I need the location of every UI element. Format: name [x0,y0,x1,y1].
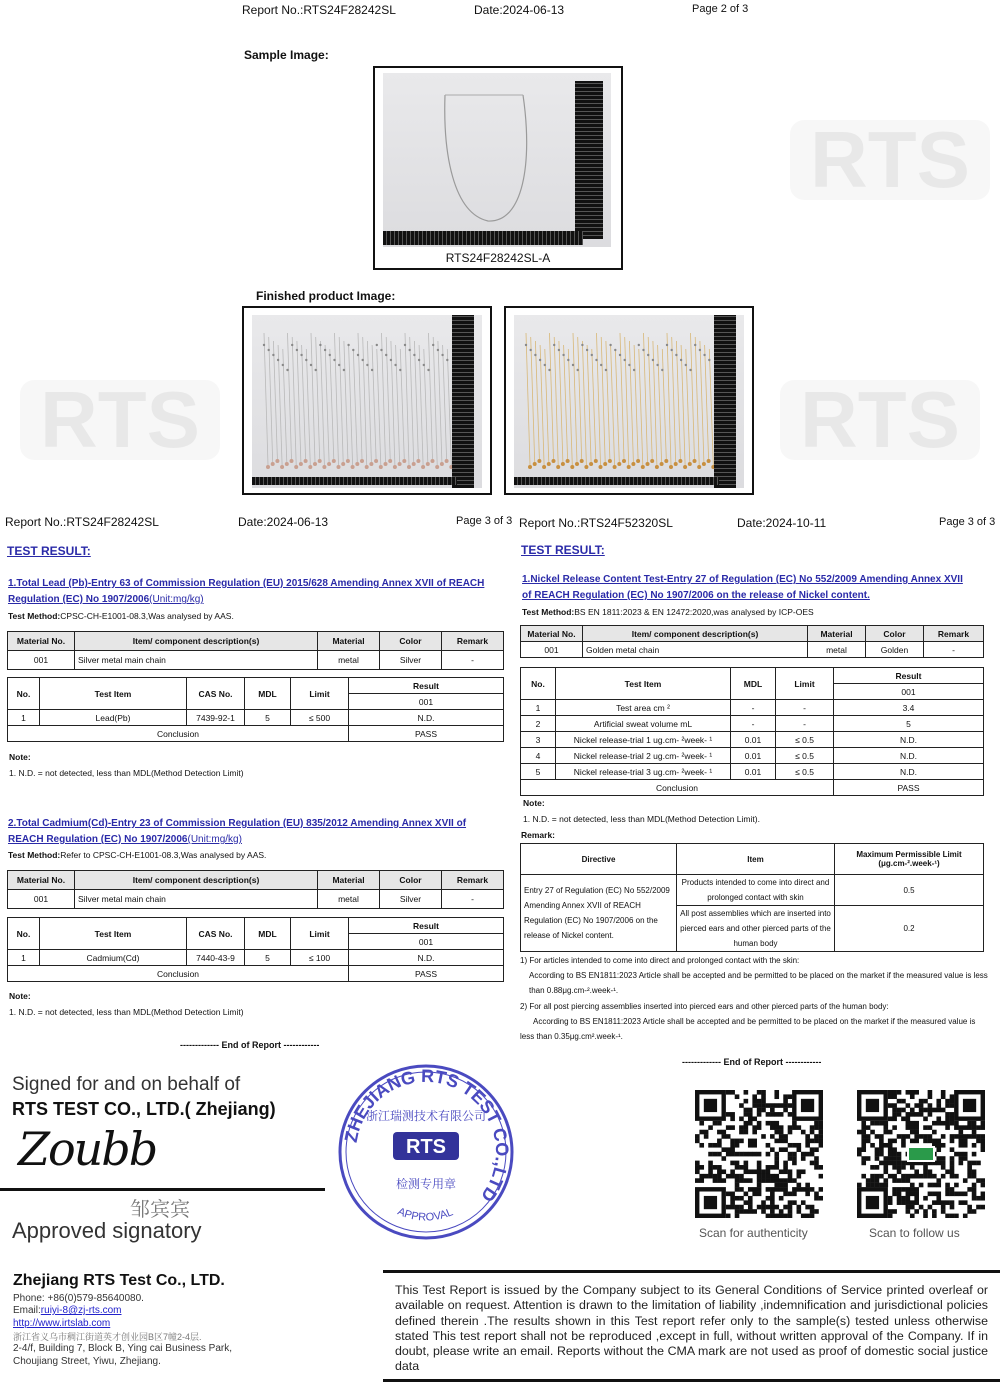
conclusion-value: PASS [349,966,504,982]
cell: Golden metal chain [583,642,808,658]
ruler [452,315,474,488]
cell: Nickel release-trial 3 ug.cm- ²week- ¹ [556,764,731,780]
handwritten-signature: Zoubb [18,1122,157,1176]
cell: 0.01 [731,748,776,764]
cell: 7439-92-1 [187,710,245,726]
col-header: Color [380,871,442,890]
test-method [8,611,234,621]
qr-code-authenticity[interactable] [695,1090,823,1218]
cell: - [731,716,776,732]
cell: 5 [834,716,984,732]
col-header: No. [8,678,40,710]
sample-caption: RTS24F28242SL-A [445,251,551,265]
cell: 7440-43-9 [187,950,245,966]
cell: N.D. [834,764,984,780]
col-header: Remark [924,626,984,642]
test-section-title [8,576,503,608]
cell: N.D. [834,748,984,764]
item-cell: Products intended to come into direct and prolonged contact with skin [677,875,835,906]
cell: 1 [8,710,40,726]
cell: 001 [8,651,75,670]
material-table [7,870,504,909]
col-header: No. [8,918,40,950]
qr-caption: Scan for authenticity [699,1226,808,1240]
svg-text:RTS: RTS [406,1136,446,1158]
test-method [8,850,266,860]
col-header: MDL [731,668,776,700]
col-header: Item/ component description(s) [583,626,808,642]
signatory-chinese-name: 邹宾宾 [130,1199,190,1221]
cell: ≤ 0.5 [776,748,834,764]
footnote: 2) For all post piercing assemblies inserted into pierced ears and other pierced parts of the human body: [520,1001,889,1011]
cell: 1 [521,700,556,716]
report-number: Report No.:RTS24F28242SL [5,515,159,529]
col-header [835,844,984,875]
company-phone: Phone: +86(0)579-85640080. [13,1293,144,1304]
ruler [252,477,457,485]
table-row [521,716,984,732]
col-header: Color [380,632,442,651]
limit-cell: 0.2 [835,906,984,952]
footnote: According to BS EN1811:2023 Article shall be accepted and be permitted to be placed on the market if the measured value is less than 0.88μg.cm-².week-¹. [529,971,988,996]
cell: metal [318,890,380,909]
nickel-result-table [520,667,984,796]
cell: Artificial sweat volume mL [556,716,731,732]
note-text: 1. N.D. = not detected, less than MDL(Method Detection Limit). [523,814,760,824]
ruler [714,315,736,488]
col-header: Limit [291,678,349,710]
cell: 3.4 [834,700,984,716]
col-header: Color [866,626,924,642]
cell: 0.01 [731,732,776,748]
address-line: Choujiang Street, Yiwu, Zhejiang. [13,1356,161,1367]
svg-text:APPROVAL: APPROVAL [395,1205,455,1224]
end-of-report: ------------- End of Report ------------ [682,1057,822,1067]
approved-signatory: Approved signatory [12,1218,202,1243]
signed-on-behalf: Signed for and on behalf of [12,1074,241,1095]
test-method [522,607,814,617]
col-header: Item [677,844,835,875]
cell: Nickel release-trial 1 ug.cm- ²week- ¹ [556,732,731,748]
cell: 5 [245,950,291,966]
cell: 2 [521,716,556,732]
footnote: 1) For articles intended to come into direct and prolonged contact with the skin: [520,956,800,965]
col-header: Item/ component description(s) [75,632,318,651]
table-row [521,700,984,716]
company-email [13,1305,122,1316]
note-label: Note: [9,991,31,1001]
col-header: Item/ component description(s) [75,871,318,890]
col-header: Material [318,632,380,651]
limit-header: Maximum Permissible Limit [856,850,962,859]
page-number: Page 3 of 3 [456,515,513,527]
sample-photo [383,73,611,247]
ruler [575,81,603,239]
nickel-section-title: 1.Nickel Release Content Test-Entry 27 of Regulation (EC) No 552/2009 Amending Annex XVII of REACH Regulation (EC) No 1907/2006 on the release of Nickel content. [522,574,963,601]
col-header: MDL [245,918,291,950]
remark-table [520,843,984,952]
conclusion-value: PASS [349,726,504,742]
col-subheader: 001 [349,694,504,710]
watermark: RTS [20,380,220,460]
cell: Golden [866,642,924,658]
test-method-label: Test Method: [522,607,575,617]
email-link[interactable]: ruiyi-8@zj-rts.com [40,1305,122,1316]
conclusion-label: Conclusion [8,966,349,982]
test-method-value: CPSC-CH-E1001-08.3,Was analysed by AAS. [60,611,234,621]
cell: Nickel release-trial 2 ug.cm- ²week- ¹ [556,748,731,764]
qr-code-follow[interactable] [857,1090,985,1218]
limit-cell: 0.5 [835,875,984,906]
company-name: Zhejiang RTS Test Co., LTD. [13,1272,225,1289]
test-method-value: BS EN 1811:2023 & EN 12472:2020,was analysed by ICP-OES [574,607,814,617]
signature-line [0,1188,325,1191]
section-title-text: 2.Total Cadmium(Cd)-Entry 23 of Commission Regulation (EU) 835/2012 Amending Annex XVII of REACH Regulation (EC) No 1907/2006 [8,818,467,845]
col-header: Limit [291,918,349,950]
sample-image-frame [373,66,623,270]
cell: ≤ 0.5 [776,732,834,748]
col-header: Material No. [8,632,75,651]
col-header: Material [808,626,866,642]
result-table [7,677,504,742]
cell: - [776,716,834,732]
col-header: Directive [521,844,677,875]
table-row [521,732,984,748]
footnote: According to BS EN1811:2023 Article shall be accepted and be permitted to be placed on the market if the measured value is less than 0.35μg.cm².week-¹. [520,1016,976,1042]
cell: Test area cm ² [556,700,731,716]
company-stamp [336,1062,516,1242]
ruler [383,231,583,245]
col-header: No. [521,668,556,700]
report-date: Date:2024-10-11 [737,516,827,530]
company-signing: RTS TEST CO., LTD.( Zhejiang) [12,1099,276,1119]
test-method-value: Refer to CPSC-CH-E1001-08.3,Was analysed by AAS. [60,850,267,860]
item-cell: All post assemblies which are inserted into pierced ears and other pierced parts of the human body [677,906,835,952]
cell: Silver [380,651,442,670]
remark-label: Remark: [521,830,556,840]
col-header: Remark [442,871,504,890]
report-number: Report No.:RTS24F52320SL [519,516,673,530]
report-number: Report No.:RTS24F28242SL [242,3,396,17]
cell: ≤ 0.5 [776,764,834,780]
cell: - [731,700,776,716]
material-table [520,625,984,658]
cell: Silver metal main chain [75,890,318,909]
col-header: Test Item [556,668,731,700]
unit: (Unit:mg/kg) [149,594,204,605]
table-row [521,764,984,780]
note-text: 1. N.D. = not detected, less than MDL(Method Detection Limit) [9,768,244,778]
cell: metal [808,642,866,658]
end-of-report: ------------- End of Report ------------ [180,1040,320,1050]
golden-chains-photo [514,315,744,488]
cell: N.D. [834,732,984,748]
cell: 001 [521,642,583,658]
test-result-heading: TEST RESULT: [521,543,605,557]
test-method-label: Test Method: [8,850,61,860]
address-chinese: 浙江省义乌市稠江街道英才创业园B区7幢2-4层. [13,1332,202,1342]
col-header: CAS No. [187,678,245,710]
qr-caption: Scan to follow us [869,1226,960,1240]
col-header: Result [349,918,504,934]
cell: 1 [8,950,40,966]
col-header: Material No. [521,626,583,642]
svg-text:检测专用章: 检测专用章 [395,1177,457,1191]
cell: 3 [521,732,556,748]
cell: Cadmium(Cd) [40,950,187,966]
col-header: CAS No. [187,918,245,950]
cell: - [776,700,834,716]
website-link[interactable]: http://www.irtslab.com [13,1318,111,1329]
chains-image [252,315,457,480]
cell: - [442,890,504,909]
cell: - [442,651,504,670]
col-header: MDL [245,678,291,710]
ruler [514,477,719,485]
col-header: Material [318,871,380,890]
watermark: RTS [790,120,990,200]
unit: (Unit:mg/kg) [187,834,242,845]
test-method-label: Test Method: [8,611,61,621]
cell: 4 [521,748,556,764]
cell: N.D. [349,710,504,726]
col-header: Test Item [40,918,187,950]
silver-chains-photo [252,315,482,488]
finished-image-frame-golden [504,306,754,495]
limit-unit: (μg.cm-².week-¹) [878,859,940,868]
address-line: 2-4/f, Building 7, Block B, Ying cai Business Park, [13,1343,232,1354]
note-text: 1. N.D. = not detected, less than MDL(Method Detection Limit) [9,1007,244,1017]
cell: metal [318,651,380,670]
col-header: Result [834,668,984,684]
table-row [8,950,504,966]
footnotes [520,953,988,1044]
test-section-title [8,816,503,848]
col-header: Limit [776,668,834,700]
col-subheader: 001 [349,934,504,950]
svg-text:浙江瑞测技术有限公司: 浙江瑞测技术有限公司 [365,1109,487,1123]
directive-cell: Entry 27 of Regulation (EC) No 552/2009 Amending Annex XVII of REACH Regulation (EC) No 1907/2006 on the release of Nickel content. [521,875,677,952]
section-title-text: 1.Total Lead (Pb)-Entry 63 of Commission Regulation (EU) 2015/628 Amending Annex XVII of REACH Regulation (EC) No 1907/2006 [8,578,485,605]
table-row [521,748,984,764]
col-header: Test Item [40,678,187,710]
cell: ≤ 500 [291,710,349,726]
sample-image-label: Sample Image: [244,48,329,62]
note-label: Note: [9,752,31,762]
cell: - [924,642,984,658]
report-date: Date:2024-06-13 [238,515,329,529]
col-subheader: 001 [834,684,984,700]
cell: Lead(Pb) [40,710,187,726]
page-number: Page 2 of 3 [692,3,749,15]
svg-text:ZHEJIANG RTS TEST CO.,LTD: ZHEJIANG RTS TEST CO.,LTD [340,1065,513,1206]
conclusion-value: PASS [834,780,984,796]
cell: ≤ 100 [291,950,349,966]
cell: Silver metal main chain [75,651,318,670]
conclusion-label: Conclusion [8,726,349,742]
col-header: Remark [442,632,504,651]
page-number: Page 3 of 3 [939,516,996,528]
cell: 5 [245,710,291,726]
watermark: RTS [780,380,980,460]
conclusion-label: Conclusion [521,780,834,796]
cell: N.D. [349,950,504,966]
col-header: Result [349,678,504,694]
finished-image-frame-silver [242,306,492,495]
email-label: Email: [13,1305,41,1316]
col-header: Material No. [8,871,75,890]
cell: 5 [521,764,556,780]
test-result-heading: TEST RESULT: [7,544,91,558]
finished-image-label: Finished product Image: [256,289,396,303]
cell: Silver [380,890,442,909]
report-date: Date:2024-06-13 [474,3,565,17]
table-row [8,710,504,726]
cell: 0.01 [731,764,776,780]
note-label: Note: [523,798,545,808]
chains-image [514,315,719,480]
result-table [7,917,504,982]
disclaimer: This Test Report is issued by the Company subject to its General Conditions of Service printed overleaf or available on request. Attention is drawn to the limitation of liability ,indemnification and jurisdictional policies defined therein .The results shown in this Test report refer only to the sample(s) tested unless otherwise stated This test report shall not be reproduced ,except in full, without written approval of the Company. If in doubt, please write an email. Reports without the CMA mark are not used as proof of domestic social justice data [383,1270,1000,1382]
cell: 001 [8,890,75,909]
material-table [7,631,504,670]
